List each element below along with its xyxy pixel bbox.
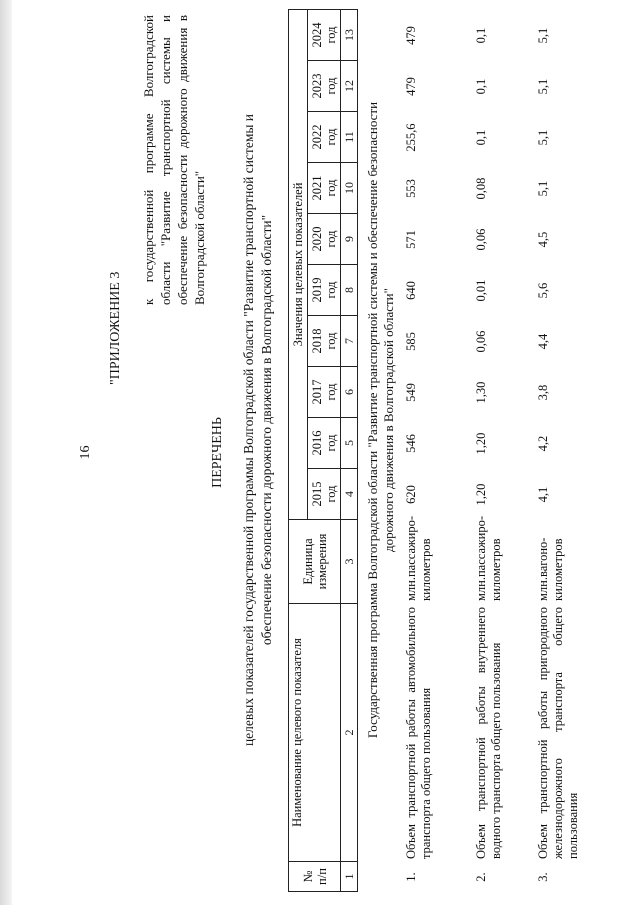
row-value-1: 4,2 bbox=[536, 435, 550, 452]
header-year-9: 2024 год bbox=[308, 9, 341, 60]
row-value-0: 1,20 bbox=[474, 483, 488, 506]
row-value-9: 5,1 bbox=[536, 27, 550, 44]
row-name: Объем транспортной работы внутреннего водного транспорта общего пользования bbox=[474, 607, 503, 859]
program-title: Государственная программа Волгоградской области "Развитие транспортной системы и обеспечение безопасности дорожного движения в Волгоградской области" bbox=[365, 101, 396, 739]
appendix-text: к государственной программе Волгоградской области "Развитие транспортной системы и обеспечение безопасности дорожного движения в Волгоградской области" bbox=[141, 15, 207, 305]
row-value-5: 571 bbox=[404, 230, 418, 249]
column-number-8: 9 bbox=[341, 214, 358, 265]
row-value-3: 0,06 bbox=[474, 330, 488, 353]
row-value-7: 5,1 bbox=[536, 129, 550, 146]
table-row bbox=[472, 10, 534, 892]
column-number-10: 11 bbox=[341, 112, 358, 163]
header-year-1: 2016 год bbox=[308, 418, 341, 469]
row-value-2: 549 bbox=[404, 383, 418, 402]
row-value-4: 0,01 bbox=[474, 279, 488, 302]
column-number-11: 12 bbox=[341, 61, 358, 112]
column-number-1: 2 bbox=[341, 604, 358, 862]
row-number: 3. bbox=[536, 872, 550, 882]
header-values-group: Значения целевых показателей bbox=[289, 9, 308, 519]
row-number: 1. bbox=[404, 872, 418, 882]
row-value-7: 0,1 bbox=[474, 129, 488, 146]
row-unit: млн.пассажиро-километров bbox=[474, 516, 503, 601]
row-name: Объем транспортной работы автомобильного транспорта общего пользования bbox=[404, 607, 433, 859]
row-value-4: 640 bbox=[404, 281, 418, 300]
header-year-5: 2020 год bbox=[308, 214, 341, 265]
row-value-5: 0,06 bbox=[474, 228, 488, 251]
column-number-12: 13 bbox=[341, 9, 358, 60]
header-year-8: 2023 год bbox=[308, 61, 341, 112]
appendix-title: "ПРИЛОЖЕНИЕ 3 bbox=[108, 271, 123, 385]
document-heading: ПЕРЕЧЕНЬ bbox=[210, 417, 225, 488]
row-value-1: 546 bbox=[404, 434, 418, 453]
row-name: Объем транспортной работы пригородного железнодорожного транспорта общего пользования bbox=[536, 607, 580, 859]
row-value-4: 5,6 bbox=[536, 282, 550, 299]
indicator-rows bbox=[402, 10, 596, 892]
column-number-9: 10 bbox=[341, 163, 358, 214]
row-value-2: 1,30 bbox=[474, 381, 488, 404]
row-unit: млн.вагоно-километров bbox=[536, 537, 565, 601]
row-value-8: 0,1 bbox=[474, 78, 488, 95]
header-year-3: 2018 год bbox=[308, 316, 341, 367]
indicators-table bbox=[288, 9, 358, 892]
row-value-3: 4,4 bbox=[536, 333, 550, 350]
table-row bbox=[402, 10, 472, 892]
header-year-7: 2022 год bbox=[308, 112, 341, 163]
row-number: 2. bbox=[474, 872, 488, 882]
row-value-0: 4,1 bbox=[536, 486, 550, 503]
column-number-0: 1 bbox=[341, 862, 358, 892]
document-subtitle: целевых показателей государственной программы Волгоградской области "Развитие транспортной системы и обеспечение безопасности дорожного движения в Волгоградской области" bbox=[241, 113, 274, 747]
row-value-8: 479 bbox=[404, 77, 418, 96]
header-num: № п/п bbox=[289, 862, 341, 892]
row-value-8: 5,1 bbox=[536, 78, 550, 95]
row-value-0: 620 bbox=[404, 485, 418, 504]
row-value-6: 5,1 bbox=[536, 180, 550, 197]
row-unit: млн.пассажиро-километров bbox=[404, 516, 433, 601]
page-number: 16 bbox=[78, 445, 93, 460]
column-number-5: 6 bbox=[341, 367, 358, 418]
column-number-2: 3 bbox=[341, 520, 358, 604]
row-value-7: 255,6 bbox=[404, 123, 418, 152]
row-value-3: 585 bbox=[404, 332, 418, 351]
header-year-6: 2021 год bbox=[308, 163, 341, 214]
header-year-0: 2015 год bbox=[308, 469, 341, 520]
row-value-5: 4,5 bbox=[536, 231, 550, 248]
row-value-9: 479 bbox=[404, 26, 418, 45]
row-value-9: 0,1 bbox=[474, 27, 488, 44]
table-row bbox=[534, 10, 596, 892]
row-value-1: 1,20 bbox=[474, 432, 488, 455]
row-value-6: 0,08 bbox=[474, 177, 488, 200]
column-number-7: 8 bbox=[341, 265, 358, 316]
header-name: Наименование целевого показателя bbox=[289, 604, 341, 862]
row-value-2: 3,8 bbox=[536, 384, 550, 401]
column-number-3: 4 bbox=[341, 469, 358, 520]
row-value-6: 553 bbox=[404, 179, 418, 198]
column-number-4: 5 bbox=[341, 418, 358, 469]
header-year-2: 2017 год bbox=[308, 367, 341, 418]
column-number-6: 7 bbox=[341, 316, 358, 367]
header-year-4: 2019 год bbox=[308, 265, 341, 316]
header-unit: Единица измерения bbox=[289, 520, 341, 604]
